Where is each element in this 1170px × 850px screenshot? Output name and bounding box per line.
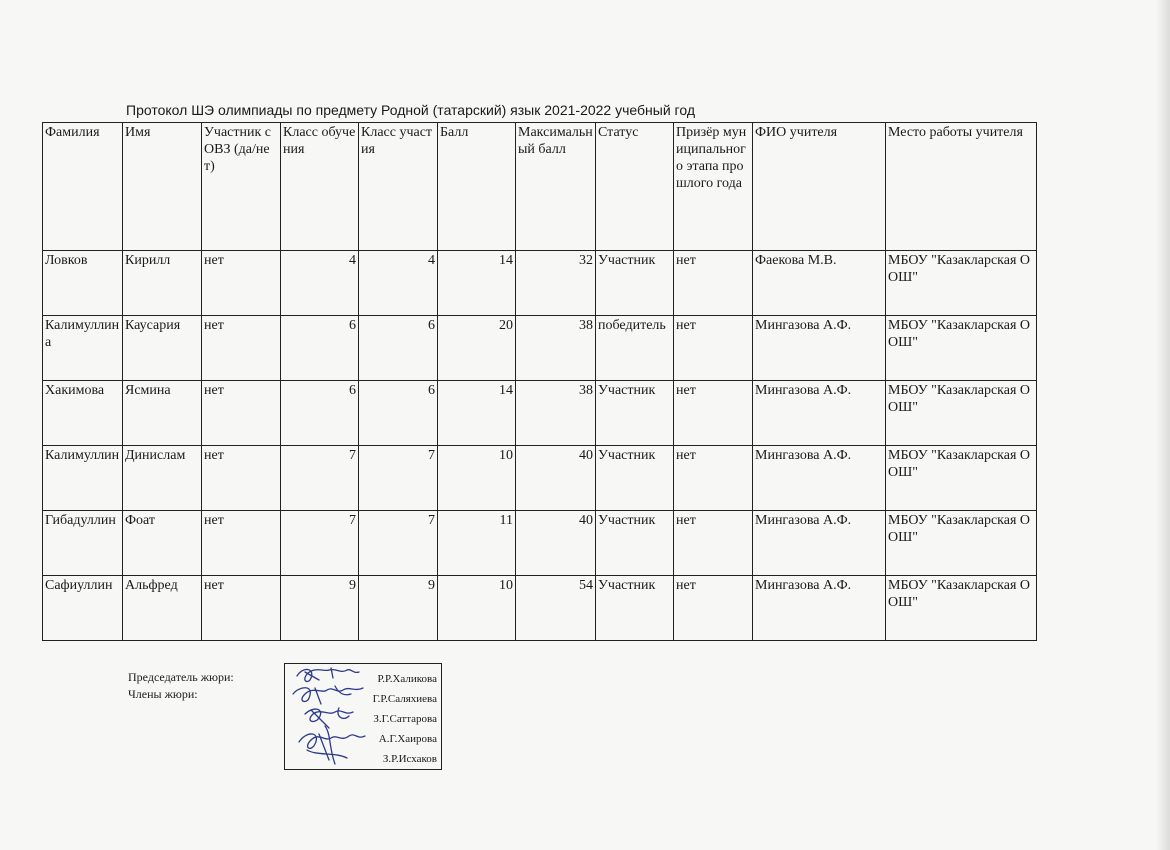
cell-teacher: Мингазова А.Ф. [753,446,886,511]
table-row [43,251,1037,316]
cell-name: Кирилл [123,251,202,316]
cell-ovz: нет [202,381,281,446]
cell-surname: Калимуллина [43,316,123,381]
cell-status: Участник [596,576,674,641]
cell-study-grade: 7 [281,446,359,511]
jury-name: З.Р.Исхаков [382,753,437,765]
cell-surname: Ловков [43,251,123,316]
cell-prior-prize: нет [674,381,753,446]
cell-max-score: 54 [516,576,596,641]
cell-teacher: Мингазова А.Ф. [753,316,886,381]
header-score: Балл [438,123,516,251]
cell-teacher: Мингазова А.Ф. [753,381,886,446]
jury-name: Г.Р.Саляхиева [372,693,437,705]
header-status: Статус [596,123,674,251]
cell-status: Участник [596,251,674,316]
table-row [43,511,1037,576]
cell-name: Динислам [123,446,202,511]
cell-ovz: нет [202,251,281,316]
document-title: Протокол ШЭ олимпиады по предмету Родной (татарский) язык 2021-2022 учебный год [126,102,695,118]
cell-workplace: МБОУ "Казакларская ООШ" [886,316,1037,381]
cell-surname: Гибадуллин [43,511,123,576]
cell-participation-grade: 7 [359,446,438,511]
header-teacher: ФИО учителя [753,123,886,251]
table-row [43,316,1037,381]
cell-score: 14 [438,251,516,316]
cell-workplace: МБОУ "Казакларская ООШ" [886,251,1037,316]
cell-participation-grade: 6 [359,381,438,446]
jury-name: З.Г.Саттарова [373,713,437,725]
cell-study-grade: 4 [281,251,359,316]
header-study-grade: Класс обучения [281,123,359,251]
cell-prior-prize: нет [674,576,753,641]
cell-ovz: нет [202,576,281,641]
cell-max-score: 32 [516,251,596,316]
header-prior-prize: Призёр муниципального этапа прошлого года [674,123,753,251]
cell-surname: Сафиуллин [43,576,123,641]
cell-workplace: МБОУ "Казакларская ООШ" [886,446,1037,511]
cell-score: 14 [438,381,516,446]
cell-ovz: нет [202,511,281,576]
jury-labels [128,669,234,703]
cell-name: Каусария [123,316,202,381]
cell-teacher: Фаекова М.В. [753,251,886,316]
cell-ovz: нет [202,316,281,381]
table-header-row [43,123,1037,251]
cell-max-score: 38 [516,316,596,381]
table-row [43,446,1037,511]
header-surname: Фамилия [43,123,123,251]
cell-status: Участник [596,511,674,576]
cell-prior-prize: нет [674,251,753,316]
cell-study-grade: 6 [281,316,359,381]
cell-workplace: МБОУ "Казакларская ООШ" [886,576,1037,641]
cell-surname: Калимуллин [43,446,123,511]
header-participation-grade: Класс участия [359,123,438,251]
cell-participation-grade: 9 [359,576,438,641]
jury-member-names [373,669,437,769]
cell-prior-prize: нет [674,446,753,511]
scan-page-edge [1156,0,1170,850]
cell-prior-prize: нет [674,316,753,381]
cell-max-score: 40 [516,511,596,576]
cell-max-score: 38 [516,381,596,446]
jury-name: Р.Р.Халикова [377,673,437,685]
cell-score: 10 [438,576,516,641]
cell-status: Участник [596,446,674,511]
signature-box [284,663,442,770]
cell-study-grade: 6 [281,381,359,446]
jury-members-label: Члены жюри: [128,687,198,701]
cell-participation-grade: 4 [359,251,438,316]
header-max-score: Максимальный балл [516,123,596,251]
header-workplace: Место работы учителя [886,123,1037,251]
table-row [43,576,1037,641]
results-table [42,122,1037,641]
cell-surname: Хакимова [43,381,123,446]
jury-chair-label: Председатель жюри: [128,670,234,684]
cell-teacher: Мингазова А.Ф. [753,511,886,576]
cell-score: 11 [438,511,516,576]
cell-score: 20 [438,316,516,381]
cell-name: Альфред [123,576,202,641]
header-ovz: Участник с ОВЗ (да/нет) [202,123,281,251]
cell-workplace: МБОУ "Казакларская ООШ" [886,381,1037,446]
cell-max-score: 40 [516,446,596,511]
cell-participation-grade: 7 [359,511,438,576]
cell-ovz: нет [202,446,281,511]
cell-status: Участник [596,381,674,446]
cell-study-grade: 7 [281,511,359,576]
cell-name: Фоат [123,511,202,576]
cell-workplace: МБОУ "Казакларская ООШ" [886,511,1037,576]
cell-study-grade: 9 [281,576,359,641]
table-row [43,381,1037,446]
cell-participation-grade: 6 [359,316,438,381]
cell-score: 10 [438,446,516,511]
cell-prior-prize: нет [674,511,753,576]
cell-teacher: Мингазова А.Ф. [753,576,886,641]
cell-name: Ясмина [123,381,202,446]
header-name: Имя [123,123,202,251]
cell-status: победитель [596,316,674,381]
jury-name: А.Г.Хаирова [378,733,437,745]
